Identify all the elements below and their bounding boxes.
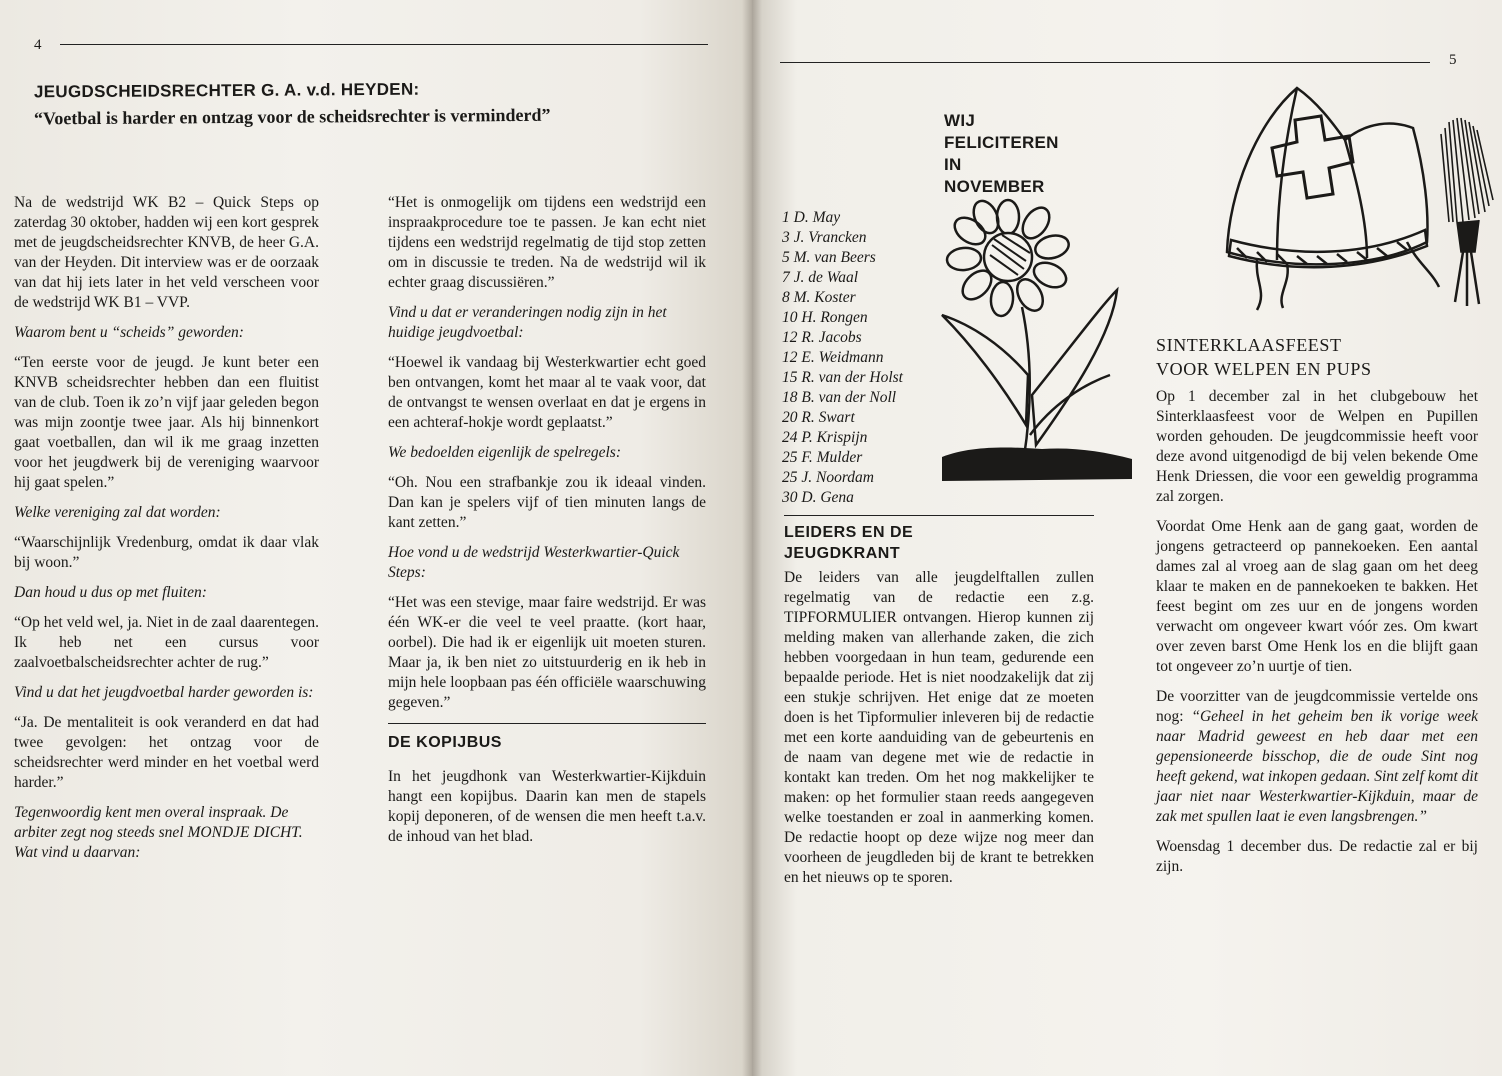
sinterklaas-paragraph-4: Woensdag 1 december dus. De redactie zal er bij zijn. <box>1156 838 1478 875</box>
birthday-entry: 1 D. May <box>782 209 841 226</box>
birthday-entry: 25 F. Mulder <box>782 449 863 466</box>
book-gutter <box>742 0 762 1076</box>
interview-answer: Na de wedstrijd WK B2 – Quick Steps op zaterdag 30 oktober, hadden wij een kort gesprek met de jeugdscheidsrechter KNVB, de heer G.A. van der Heyden. Dit interview was er de oorzaak van dat hij iets later in het veld verscheen voor de wedstrijd WK B1 – VVP. <box>14 194 319 311</box>
birthday-entry: 24 P. Krispijn <box>782 429 868 446</box>
birthday-entry: 7 J. de Waal <box>782 269 859 286</box>
sinterklaas-section <box>1156 333 1478 887</box>
article-column-2 <box>388 193 706 857</box>
birthday-entry: 5 M. van Beers <box>782 249 876 266</box>
birthday-entry: 25 J. Noordam <box>782 469 874 486</box>
flower-illustration <box>932 195 1152 490</box>
header-rule-right <box>780 62 1430 63</box>
sinterklaas-quote-intro: De voorzitter van de jeugdcommissie vertelde ons nog: <box>1156 688 1478 725</box>
birthday-entry: 12 R. Jacobs <box>782 329 862 346</box>
interview-question: Vind u dat er veranderingen nodig zijn in het huidige jeugdvoetbal: <box>388 304 667 341</box>
birthday-entry: 10 H. Rongen <box>782 309 868 326</box>
birthday-entry: 15 R. van der Holst <box>782 369 903 386</box>
sinterklaas-heading-line: VOOR WELPEN EN PUPS <box>1156 359 1372 379</box>
leiders-rule <box>784 515 1094 516</box>
interview-answer: “Ja. De mentaliteit is ook veranderd en dat had twee gevolgen: het ontzag voor de scheidsrechter werd minder en het voetbal werd harder.” <box>14 714 319 791</box>
kopijbus-rule <box>388 723 706 724</box>
birthday-entry: 12 E. Weidmann <box>782 349 884 366</box>
leiders-heading-line: LEIDERS EN DE <box>784 524 914 541</box>
leaf-right <box>1032 290 1117 445</box>
felicitatie-heading-line: IN <box>944 155 962 174</box>
interview-answer: “Waarschijnlijk Vredenburg, omdat ik daar vlak bij woon.” <box>14 534 319 571</box>
birthday-entry: 18 B. van der Noll <box>782 389 897 406</box>
leiders-section <box>784 515 1094 898</box>
sinterklaas-heading-line: SINTERKLAASFEEST <box>1156 335 1342 355</box>
mitre-illustration <box>1217 82 1502 312</box>
birthday-entry: 3 J. Vrancken <box>782 229 867 246</box>
article-column-1 <box>14 193 319 873</box>
header-rule-left <box>60 44 708 45</box>
interview-answer: “Oh. Nou een strafbankje zou ik ideaal vinden. Dan kan je spelers vijf of tien minuten langs de kant zetten.” <box>388 474 706 531</box>
column-2-body <box>388 193 706 713</box>
ground <box>942 447 1132 481</box>
interview-answer: “Hoewel ik vandaag bij Westerkwartier echt goed ben ontvangen, komt het maar al te vaak voor, dat de ontvangst te wensen overlaat en dat je ergens in een achteraf-hokje wordt geplaatst.” <box>388 354 706 431</box>
felicitatie-heading <box>944 110 1114 198</box>
leiders-heading <box>784 522 1094 564</box>
felicitatie-heading-line: FELICITEREN <box>944 133 1059 152</box>
birthday-entry: 8 M. Koster <box>782 289 856 306</box>
felicitatie-heading-line: NOVEMBER <box>944 177 1045 196</box>
kopijbus-heading: DE KOPIJBUS <box>388 734 502 751</box>
interview-answer: “Ten eerste voor de jeugd. Je kunt beter een KNVB scheidsrechter hebben dan een fluitist van de club. Toen ik zo’n vijf jaar geleden begon was mijn zoontje twee jaar. Als hij binnenkort gaat voetballen, dan wil ik me graag inzetten voor het jeugdwerk bij de vereniging waarvoor hij gaat spelen.” <box>14 354 319 491</box>
bleedthrough-text <box>800 92 804 108</box>
birthday-entry: 20 R. Swart <box>782 409 855 426</box>
birthday-entry: 30 D. Gena <box>782 489 854 506</box>
leaf-left <box>942 315 1028 425</box>
interview-question: Dan houd u dus op met fluiten: <box>14 584 207 601</box>
right-page <box>752 0 1502 1076</box>
mitre <box>1227 88 1427 264</box>
article-subtitle: “Voetbal is harder en ontzag voor de scheidsrechter is verminderd” <box>33 104 551 129</box>
interview-answer: “Het is onmogelijk om tijdens een wedstrijd een inspraakprocedure toe te passen. Je kan echt niet tijdens een wedstrijd regelmatig de tijd stop zetten om in discussie te treden. Na de wedstrijd wil ik echter graag discussiëren.” <box>388 194 706 291</box>
interview-question: Waarom bent u “scheids” geworden: <box>14 324 244 341</box>
sinterklaas-paragraph-2: Voordat Ome Henk aan de gang gaat, worden de jongens getracteerd op pannekoeken. Een aantal dames zal al vroeg aan de slag gaan om het deeg klaar te maken en de pannekoeken te bakken. Het feest begint om zes uur en de jongens worden verwacht om ongeveer kwart vóór zes. Om kwart over zeven barst Ome Henk los en die blijft gaan tot ongeveer zo’n uurtje of tien. <box>1156 518 1478 675</box>
interview-question: Tegenwoordig kent men overal inspraak. De arbiter zegt nog steeds snel MONDJE DICHT. Wat vind u daarvan: <box>14 804 303 861</box>
sinterklaas-paragraph-3 <box>1156 687 1478 827</box>
kopijbus-text: In het jeugdhonk van Westerkwartier-Kijkduin hangt een kopijbus. Daarin kan men de stapels kopij deponeren, of de wensen die men heeft t.a.v. de inhoud van het blad. <box>388 768 706 845</box>
sinterklaas-heading <box>1156 333 1478 381</box>
interview-question: Welke vereniging zal dat worden: <box>14 504 221 521</box>
article-title: JEUGDSCHEIDSRECHTER G. A. v.d. HEYDEN: <box>33 79 420 102</box>
staff-brush <box>1441 118 1493 306</box>
interview-question: Vind u dat het jeugdvoetbal harder geworden is: <box>14 684 314 701</box>
interview-answer: “Op het veld wel, ja. Niet in de zaal daarentegen. Ik heb net een cursus voor zaalvoetbalscheidsrechter achter de rug.” <box>14 614 319 671</box>
sinterklaas-quote: “Geheel in het geheim ben ik vorige week naar Madrid geweest en heb daar met een gepensioneerde bisschop, die de oude Sint nog heeft gekend, wat inkopen gedaan. Sint zelf komt dit jaar niet naar Westerkwartier-Kijkduin, maar de zak met spullen laat ie even langsbrengen.” <box>1156 708 1479 825</box>
interview-question: We bedoelden eigenlijk de spelregels: <box>388 444 621 461</box>
felicitatie-heading-line: WIJ <box>944 111 976 130</box>
leiders-heading-line: JEUGDKRANT <box>784 545 901 562</box>
leiders-text: De leiders van alle jeugdelftallen zullen regelmatig van de redactie een z.g. TIPFORMULIER ontvangen. Hierop kunnen zij melding maken van allerhande zaken, die zich hebben voorgedaan in hun team, gedurende een bepaalde periode. Het is niet noodzakelijk dat zij een stukje schrijven. Het enige dat ze moeten doen is het Tipformulier inleveren bij de redactie met een korte aanduiding van de gebeurtenis en de naam van degene met wie de redactie in kontakt kan treden. Om het nog makkelijker te maken: op het formulier staan reeds aangegeven welke toestanden er zoal in aanmerking komen. De redactie hoopt op deze wijze nog meer dan voorheen de jeugdleden bij de krant te betrekken en het nieuws op te sporen. <box>784 569 1094 886</box>
interview-question: Hoe vond u de wedstrijd Westerkwartier-Quick Steps: <box>388 544 680 581</box>
page-number-left: 4 <box>34 37 42 53</box>
page-number-right: 5 <box>1449 52 1457 68</box>
interview-answer: “Het was een stevige, maar faire wedstrijd. Er was één WK-er die veel te veel praatte. (kort haar, oorbel). Die had ik er eigenlijk uit moeten sturen. Maar ja, ik ben niet zo uitstuurderig en ik heb in mijn hele loopbaan pas één officiële waarschuwing gegeven.” <box>388 594 706 711</box>
sinterklaas-paragraph-1: Op 1 december zal in het clubgebouw het Sinterklaasfeest voor de Welpen en Pupillen worden gehouden. De jeugdcommissie heeft voor deze avond uitgenodigd de bij velen bekende Ome Henk Driessen, die voor een geweldig programma zal zorgen. <box>1156 388 1478 505</box>
